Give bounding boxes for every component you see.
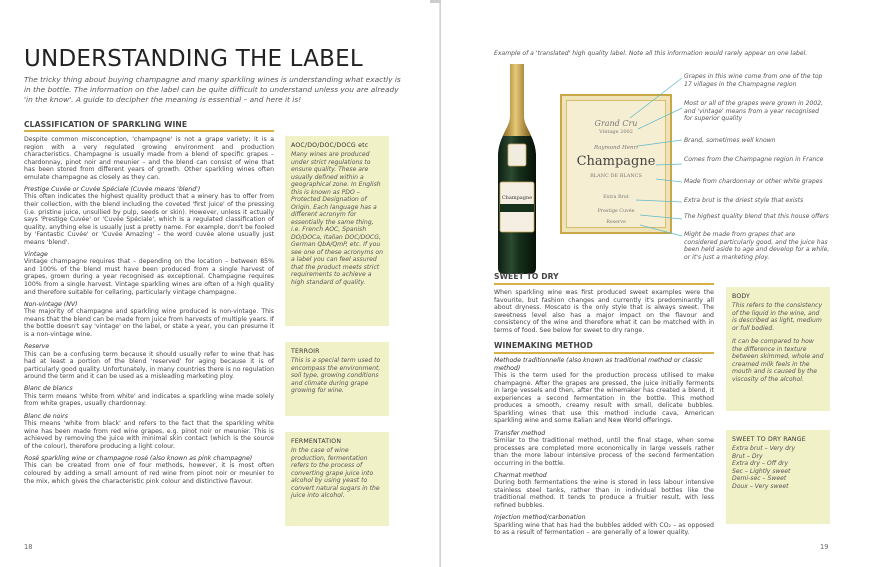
paragraph-rose: This can be created from one of four methods, however, it is most often coloured by adding a small amount of red wine from pinot noir or meunier to the mix, which gives the characteristic pink colour and distinctive flavour. <box>24 462 274 485</box>
subheading-transfer: Transfer method <box>494 429 546 437</box>
champagne-bottle-image <box>494 64 540 276</box>
sweet-rule <box>494 283 714 285</box>
sweet-to-dry-heading: SWEET TO DRY <box>494 272 559 281</box>
paragraph-charmat: During both fermentations the wine is stored in less labour intensive stainless steel tanks, rather than in individual bottles like the traditional method. It tends to produce a fruitier result, with less refined bubbles. <box>494 479 714 510</box>
body-box-text-1: This refers to the consistency of the liquid in the wine, and is described as light, medium or full bodied. <box>732 302 823 332</box>
bottle-label-text: Champagne <box>501 195 533 201</box>
label-blanc-de-blancs: BLANC DE BLANCS <box>590 173 642 179</box>
intro-text: The tricky thing about buying champagne and many sparkling wines is understanding what exactly is in the bottle. The information on the label can be quite difficult to understand unless you are already 'in the know'. A guide to decipher the meaning is essential – and here it is! <box>24 75 401 104</box>
paragraph-reserve: This can be a confusing term because it should usually refer to wine that has had at least a portion of the blend 'reserved' for aging because it is of particularly good quality. Unfortunately, in many countries there is no regulation around the term and it can be used as a misleading marketing ploy. <box>24 350 274 381</box>
callout-reserve: Might be made from grapes that are considered particularly good, and the juice has been held aside to age and develop for a while, or it's just a marketing ploy. <box>684 231 830 261</box>
body-box <box>726 287 830 411</box>
fermentation-box-text: In the case of wine production, fermentation refers to the process of converting grape juice into alcohol by using yeast to convert natural sugars in the juice into alcohol. <box>291 447 380 499</box>
callout-prestige: The highest quality blend that this house offers <box>684 213 829 220</box>
paragraph-traditionnelle: This is the term used for the production process utilised to make champagne. After the grapes are pressed, the juice initially ferments in large vessels and then, after the winemaker has created a blend, it experiences a second fermentation in the bottle. This method produces a smooth, creamy result with small, delicate bubbles. Sparkling wines that use this method include cava, American sparkling wine and some Italian and New World offerings. <box>494 372 714 425</box>
callout-lines <box>560 70 690 270</box>
range-item: Doux – Very sweet <box>732 482 789 490</box>
label-grand-cru: Grand Cru <box>594 119 638 128</box>
subheading-rose: Rosé sparkling wine or champagne rosé (also known as pink champagne) <box>24 454 253 462</box>
subheading-reserve: Reserve <box>24 343 50 351</box>
callout-region: Comes from the Champagne region in France <box>684 156 824 163</box>
sweet-to-dry-text <box>494 289 714 334</box>
paragraph-prestige: This often indicates the highest quality product that a winery has to offer from their collection, with the blend including the coveted 'first juice' of the pressing (i.e. pristine juice, unsullied by pulp, seeds or skin). However, unless it actually says 'Prestige Cuvée' or 'Cuvée Spéciale', which is a regulated classification of quality, anything else is usually just a pretty name. For example, don't be fooled by 'Fantastic Cuvée' or 'Cuvée Amazing' – the word cuvée alone usually just means 'blend'. <box>24 193 274 246</box>
range-item: Demi-sec – Sweet <box>732 475 787 482</box>
winemaking-column <box>494 357 714 537</box>
body-box-heading: BODY <box>732 293 751 300</box>
callout-extra-brut: Extra brut is the driest style that exists <box>684 197 804 204</box>
callout-brand: Brand, sometimes well known <box>684 137 776 144</box>
page-number-left: 18 <box>24 543 33 551</box>
page-title: UNDERSTANDING THE LABEL <box>24 46 363 72</box>
paragraph-nonvintage: The majority of champagne and sparkling wine produced is non-vintage. This means that the blend can be made from juice from harvests of multiple years. If the bottle doesn't say 'vintage' on the label, or state a year, you can presume it is a non-vintage wine. <box>24 308 274 338</box>
aoc-box-heading: AOC/DO/DOC/DOCG etc <box>291 142 369 149</box>
label-prestige: Prestige Cuvée <box>597 209 635 214</box>
section-rule <box>24 130 274 132</box>
subheading-charmat: Charmat method <box>494 471 547 479</box>
aoc-box-text: Many wines are produced under strict regulations to ensure quality. These are usually defined within a geographical zone. In English this is known as PDO – Protected Designation of Origin. Each language has a different acronym for essentially the same thing, i.e. French AOC, Spanish DO/DOCa, Italian DOC/DOCG, German QbA/QmP, etc. If you see one of these acronyms on a label you can feel assured that the product meets strict requirements to achieve a high standard of quality. <box>291 151 383 286</box>
callout-grand-cru: Grapes in this wine come from one of the top 17 villages in the Champagne region <box>684 73 823 88</box>
subheading-blanc-de-noirs: Blanc de noirs <box>24 412 68 420</box>
paragraph-blanc-de-noirs: This means 'white from black' and refers to the fact that the sparkling white wine has been made from red wine grapes, e.g. pinot noir or meunier. This is achieved by removing the juice with minimal skin contact (which is the source of the colour), therefore producing a light colour. <box>24 420 274 450</box>
subheading-injection: Injection method/carbonation <box>494 514 586 522</box>
range-item: Extra dry – Off dry <box>732 460 789 467</box>
page-number-right: 19 <box>820 543 829 551</box>
label-reserve: Reserve <box>606 220 626 225</box>
subheading-prestige: Prestige Cuvée or Cuvée Spéciale (Cuvée means 'blend') <box>24 185 201 193</box>
terroir-box-text: This is a special term used to encompass the environment, soil type, growing conditions and climate during grape growing for wine. <box>291 357 381 394</box>
label-brand: Raymond Henri <box>594 145 638 151</box>
classification-column <box>24 136 274 485</box>
label-extra-brut: Extra Brut <box>603 195 629 200</box>
subheading-vintage: Vintage <box>24 250 48 258</box>
paragraph-blanc-de-blancs: This term means 'white from white' and indicates a sparkling wine made solely from white grapes, usually chardonnay. <box>24 392 274 408</box>
sweet-paragraph: When sparkling wine was first produced sweet examples were the favourite, but fashion changes and currently it's predominantly all about dryness. Moscato is the only style that is always sweet. The sweetness level also has a major impact on the flavour and consistency of the wine and therefore what it can be matched with in terms of food. See below for sweet to dry range. <box>494 289 714 334</box>
fermentation-box <box>285 432 389 526</box>
left-page <box>0 0 440 567</box>
range-item: Brut – Dry <box>732 452 763 460</box>
range-item: Extra brut – Very dry <box>732 445 796 452</box>
range-box-heading: SWEET TO DRY RANGE <box>732 436 806 443</box>
callout-blanc: Made from chardonnay or other white grapes <box>684 178 823 185</box>
paragraph-vintage: Vintage champagne requires that – depending on the location – between 85% and 100% of the blend must have been produced from a single harvest of grapes, grown during a year recognised as exceptional. Champagne requires 100% from a single harvest. Vintage sparkling wines are often of a high quality and therefore suitable for cellaring, particularly vintage champagne. <box>24 258 274 296</box>
subheading-nonvintage: Non-vintage (NV) <box>24 300 78 308</box>
terroir-box <box>285 342 389 416</box>
fermentation-box-heading: FERMENTATION <box>291 438 342 445</box>
winemaking-heading: WINEMAKING METHOD <box>494 341 593 350</box>
paragraph-transfer: Similar to the traditional method, until the final stage, when some processes are completed more economically in large vessels rather than the more labour intensive process of the second fermentation occurring in the bottle. <box>494 437 714 467</box>
subheading-blanc-de-blancs: Blanc de blancs <box>24 385 73 393</box>
body-box-text-2: It can be compared to how the difference in texture between skimmed, whole and creamed milk feels in the mouth and is caused by the viscosity of the alcohol. <box>732 338 824 383</box>
label-champagne: Champagne <box>576 154 656 169</box>
method-rule <box>494 352 714 354</box>
aoc-box <box>285 136 389 326</box>
classification-heading: CLASSIFICATION OF SPARKLING WINE <box>24 120 188 129</box>
sweet-range-box <box>726 430 830 524</box>
terroir-box-heading: TERROIR <box>291 348 320 355</box>
paragraph-injection: Sparkling wine that has had the bubbles added with CO₂ – as opposed to as a result of fermentation – are generally of a lower quality. <box>494 521 714 537</box>
label-vintage: Vintage 2002 <box>599 129 633 135</box>
subheading-traditionnelle: Methode traditionnelle (also known as traditional method or classic method) <box>494 357 703 372</box>
range-item: Sec – Lightly sweet <box>732 467 791 475</box>
paragraph-intro: Despite common misconception, 'champagne' is not a grape variety; it is a region with a very regulated growing environment and production characteristics. Champagne is usually made from a blend of specific grapes – chardonnay, pinot noir and meunier – and the blend can consist of wine that has been stored from different years of growth. Other sparkling wines often emulate champagne as closely as they can. <box>24 136 274 181</box>
callout-vintage: Most or all of the grapes were grown in 2002, and 'vintage' means from a year recognised for superior quality <box>684 100 824 122</box>
label-example-caption: Example of a 'translated' high quality label. Note all this information would rarely appear on one label. <box>494 50 808 57</box>
